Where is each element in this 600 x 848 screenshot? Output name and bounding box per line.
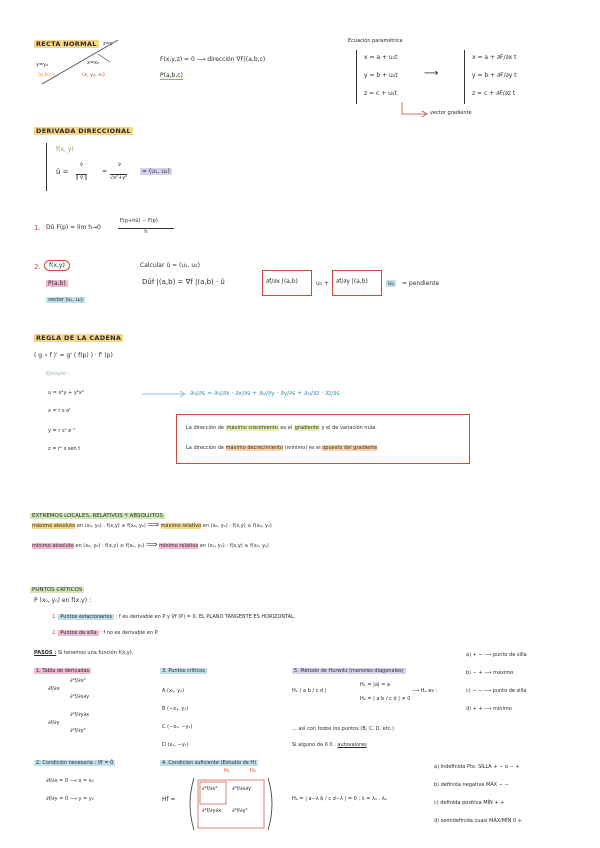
partial-x: ∂f/∂x |(a,b) — [266, 278, 298, 285]
directional-formula: Dûf |(a,b) = ∇f |(a,b) · û — [142, 278, 225, 286]
eig-case-a: a) indefinida Pto. SILLA + − o − + — [434, 764, 520, 770]
example-arrow — [140, 389, 188, 399]
note-line-2: La dirección de máximo decrecimiento (mínimo) es el opuesto del gradiente — [186, 445, 378, 451]
dd-frac1-num: v̄ — [80, 162, 83, 168]
parametric-title: Ecuación paramétrica — [348, 38, 403, 44]
hessian-label: Hf = — [162, 796, 176, 803]
point-c: C (−x₁, −y₁) — [162, 724, 193, 730]
dd-equal: = — [102, 168, 108, 175]
eigen-equation: Hₑ = | a−λ b / c d−λ | = 0 ; λ = λ₁ , λ₂ — [292, 796, 387, 802]
step2-eq-x: ∂f/∂x = 0 ⟶ x = x₀ — [46, 778, 94, 784]
gradient-arrow — [400, 100, 430, 118]
example-eq-u: u = x²y + y²x³ — [48, 390, 84, 396]
point-d: D (x₁, −y₁) — [162, 742, 189, 748]
chain-expansion: ∂u/∂s = ∂u/∂x · ∂x/∂s + ∂u/∂y · ∂y/∂s + ∂u/∂z · ∂z/∂s — [190, 390, 340, 397]
hurwitz-h1: H₁ = |a| = a — [360, 682, 390, 688]
max-row: máximo absoluto en (x₀, y₀) : f(x,y) ≤ f(x₀, y₀) ⟹ máximo relativo en (x₀, y₀) : f(x,y) ≤ f(x₀, y₀) — [32, 520, 272, 529]
item2-number: 2. — [34, 263, 41, 271]
d-fyx: ∂²f/∂y∂x — [70, 712, 90, 718]
dd-function: f(x, y) — [56, 146, 74, 153]
h1-label: H₁ — [224, 768, 230, 774]
hess-fxx: ∂²f/∂x² — [202, 786, 218, 792]
steps-header: PASOS : Si tenemos una función f(x,y). — [34, 650, 134, 656]
step1-title: 1. Tabla de derivadas — [36, 668, 90, 674]
example-eq-y: y = r s² e⁻ᵗ — [48, 428, 76, 434]
eig-case-b: b) definida negativa MÁX − − — [434, 782, 509, 788]
example-label: Ejemplo : — [46, 371, 70, 377]
hessian-matrix-frame — [186, 776, 276, 832]
dd-frac1-den: ‖ v̄ ‖ — [76, 175, 88, 181]
param-arrow: ⟶ — [424, 68, 439, 79]
dd-u-lhs: û = — [56, 168, 69, 176]
case-b: b) − + ⟶ máximo — [466, 670, 514, 676]
item1-number: 1. — [34, 224, 41, 232]
gradient-note-box — [176, 414, 470, 464]
d-fx: ∂f/∂x — [48, 686, 60, 692]
hess-fxy: ∂²f/∂x∂y — [232, 786, 252, 792]
d-fy: ∂f/∂y — [48, 720, 60, 726]
param-left-1: x = a + u₁t — [364, 54, 398, 61]
step2-eq-y: ∂f/∂y = 0 ⟶ y = y₀ — [46, 796, 94, 802]
section-title-puntos-criticos: PUNTOS CRÍTICOS — [32, 587, 83, 593]
limit-den: h — [118, 228, 174, 235]
y-label: y=y₀ — [36, 62, 49, 68]
eig-case-d: d) semidefinida cuasi MÁX/MÍN 0 + — [434, 818, 522, 824]
item2-vector: vector (u₁, u₂) — [48, 297, 83, 303]
point-a: A (x₁, y₁) — [162, 688, 185, 694]
u2-term: u₂ — [388, 280, 395, 287]
dd-u-components: = (u₁, u₂) — [142, 168, 170, 175]
point-p-label: P(a,b,c) — [160, 72, 183, 79]
gradient-vector-label: vector gradiente — [430, 110, 472, 116]
param-right-3: z = c + ∂F/∂z t — [472, 90, 516, 97]
step4-title: 4. Condición suficiente (Estudio de H) — [162, 760, 257, 766]
hurwitz-h2: H₂ = | a b / c d | ≠ 0 — [360, 696, 411, 702]
d-fxx: ∂²f/∂x² — [70, 678, 86, 684]
point-xyz-label: (x, y₀, z₀) — [82, 72, 105, 78]
calc-u: Calcular û = (u₁, u₂) — [140, 262, 200, 269]
step5-title: 5. Método de Hurwitz (menores diagonales) — [294, 668, 404, 674]
section-title-derivada-direccional: DERIVADA DIRECCIONAL — [36, 127, 131, 135]
item2-function: f(x,y) — [44, 260, 70, 271]
limit-definition: Dû F(p) = lim h→0 — [46, 224, 101, 231]
hurwitz-all-points: ... así con todos los puntos (B, C, D, etc.) — [292, 726, 394, 732]
point-abc-label: (a,b,c) — [38, 72, 55, 78]
item2-point: P(a,b) — [48, 280, 66, 287]
u1-term: u₁ + — [316, 280, 330, 287]
eig-case-c: c) definida positiva MÍN + + — [434, 800, 505, 806]
dd-frac2-den: √x²+y² — [110, 175, 128, 181]
limit-num: F(p+hû) − F(p) — [120, 218, 158, 224]
param-brace-right — [464, 50, 468, 104]
min-row: mínimo absoluto en (x₀, y₀) : f(x,y) ≥ f(x₀, y₀) ⟹ mínimo relativo en (x₀, y₀) : f(x,y) ≥ f(x₀, y₀) — [32, 540, 269, 549]
eigen-condition: Si alguno da 0 0 : autovalores — [292, 742, 367, 748]
dd-frac2-num: v̄ — [118, 162, 121, 168]
section-title-extremos: EXTREMOS LOCALES, RELATIVOS Y ABSOLUTOS — [32, 513, 163, 519]
dd-brace — [46, 143, 50, 191]
section-title-regla-cadena: REGLA DE LA CADENA — [36, 334, 122, 342]
pendiente-label: = pendiente — [402, 280, 440, 287]
param-right-2: y = b + ∂F/∂y t — [472, 72, 517, 79]
chain-rule: ( g ∘ f )' = g' ( f(p) ) · f' (p) — [34, 352, 113, 359]
d-fyy: ∂²f/∂y² — [70, 728, 86, 734]
step2-title: 2. Condición necesaria : ∇f = 0̄ — [36, 760, 114, 766]
case-a: a) + − ⟶ punto de silla — [466, 652, 527, 658]
hess-fyx: ∂²f/∂y∂x — [202, 808, 222, 814]
section-title-recta-normal: RECTA NORMAL — [36, 40, 97, 48]
d-fxy: ∂²f/∂x∂y — [70, 694, 90, 700]
param-left-3: z = c + u₃t — [364, 90, 397, 97]
case-c: c) − − ⟶ punto de silla — [466, 688, 527, 694]
h2-label: H₂ — [250, 768, 256, 774]
example-eq-z: z = r² s sen t — [48, 446, 81, 452]
saddle-points: 2. Puntos de silla : f no es derivable en P. — [52, 630, 159, 636]
partial-y: ∂f/∂y |(a,b) — [336, 278, 368, 285]
hurwitz-matrix: Hₑ ( a b / c d ) — [292, 688, 327, 694]
z-label: z=c — [103, 41, 113, 47]
gradient-direction-formula: F(x,y,z) = 0 ⟶ dirección ∇F|(a,b,c) — [160, 56, 266, 63]
step3-title: 3. Puntos críticos — [162, 668, 205, 674]
param-brace-left — [356, 50, 360, 104]
point-b: B (−x₁, y₁) — [162, 706, 189, 712]
case-d: d) + + ⟶ mínimo — [466, 706, 512, 712]
hess-fyy: ∂²f/∂y² — [232, 808, 248, 814]
param-left-2: y = b + u₂t — [364, 72, 398, 79]
param-right-1: x = a + ∂F/∂x t — [472, 54, 517, 61]
x-label: x=x₀ — [87, 60, 100, 66]
critical-point-def: P (x₀, y₀) en f(x,y) : — [34, 597, 91, 604]
note-line-1: La dirección de máximo crecimiento es el gradiente y el de variación nula. — [186, 425, 377, 431]
example-eq-x: x = r s eᵗ — [48, 408, 71, 414]
stationary-points: 1. Puntos estacionarios : f es derivable en P y ∇f (P) = 0. EL PLANO TANGENTE ES HORIZONTAL. — [52, 614, 296, 620]
hurwitz-result: ⟶ Hₑ es : — [412, 688, 438, 694]
